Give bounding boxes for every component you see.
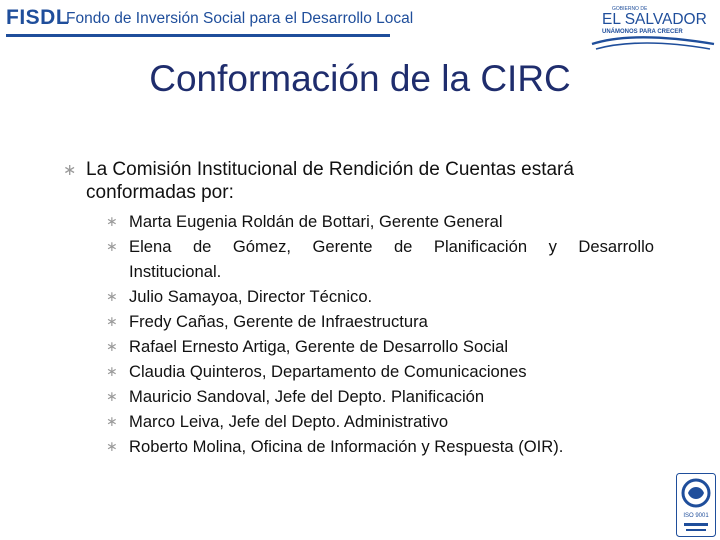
gov-slogan-text: UNÁMONOS PARA CRECER xyxy=(602,29,683,35)
iso-certification-badge xyxy=(676,473,716,537)
bullet-icon: ∗ xyxy=(106,388,118,404)
bullet-icon: ∗ xyxy=(106,213,118,229)
list-item xyxy=(106,384,654,409)
list-item xyxy=(106,284,654,309)
bullet-icon: ∗ xyxy=(106,288,118,304)
gobierno-el-salvador-logo xyxy=(590,2,716,52)
slide-title: Conformación de la CIRC xyxy=(149,58,571,99)
fisdl-full-name: Fondo de Inversión Social para el Desarrollo Local xyxy=(66,10,414,27)
fisdl-abbreviation: FISDL xyxy=(6,6,70,29)
member-list xyxy=(106,209,654,459)
fisdl-logo-underline xyxy=(6,34,390,37)
bullet-icon: ∗ xyxy=(106,363,118,379)
intro-text: La Comisión Institucional de Rendición de Cuentas estará conformadas por: xyxy=(86,159,574,203)
gov-name-text: EL SALVADOR xyxy=(602,11,707,28)
list-item xyxy=(106,434,654,459)
member-text: Marta Eugenia Roldán de Bottari, Gerente General xyxy=(129,212,503,231)
member-text: Elena de Gómez, Gerente de Planificación y Desarrollo xyxy=(129,237,654,256)
list-item xyxy=(106,234,654,284)
bullet-icon: ∗ xyxy=(106,438,118,454)
member-text-continuation: Institucional. xyxy=(129,262,222,281)
member-text: Roberto Molina, Oficina de Información y Respuesta (OIR). xyxy=(129,437,564,456)
list-item xyxy=(106,334,654,359)
fisdl-logo xyxy=(6,6,414,38)
slide-header xyxy=(0,0,720,58)
list-item xyxy=(106,209,654,234)
gov-swoosh-2 xyxy=(596,43,710,49)
bullet-icon: ∗ xyxy=(106,413,118,429)
list-item xyxy=(106,309,654,334)
bullet-icon: ∗ xyxy=(63,162,77,179)
bullet-icon: ∗ xyxy=(106,238,118,254)
member-text: Marco Leiva, Jefe del Depto. Administrativo xyxy=(129,412,449,431)
iso-badge-label: ISO 9001 xyxy=(683,513,709,519)
member-text: Julio Samayoa, Director Técnico. xyxy=(129,287,373,306)
member-text: Fredy Cañas, Gerente de Infraestructura xyxy=(129,312,428,331)
list-item xyxy=(106,359,654,384)
list-item xyxy=(106,409,654,434)
intro-paragraph xyxy=(63,158,663,204)
bullet-icon: ∗ xyxy=(106,338,118,354)
member-text: Mauricio Sandoval, Jefe del Depto. Planificación xyxy=(129,387,485,406)
gov-small-text: GOBIERNO DE xyxy=(612,6,648,12)
member-text: Claudia Quinteros, Departamento de Comunicaciones xyxy=(129,362,527,381)
member-text: Rafael Ernesto Artiga, Gerente de Desarrollo Social xyxy=(129,337,509,356)
bullet-icon: ∗ xyxy=(106,313,118,329)
